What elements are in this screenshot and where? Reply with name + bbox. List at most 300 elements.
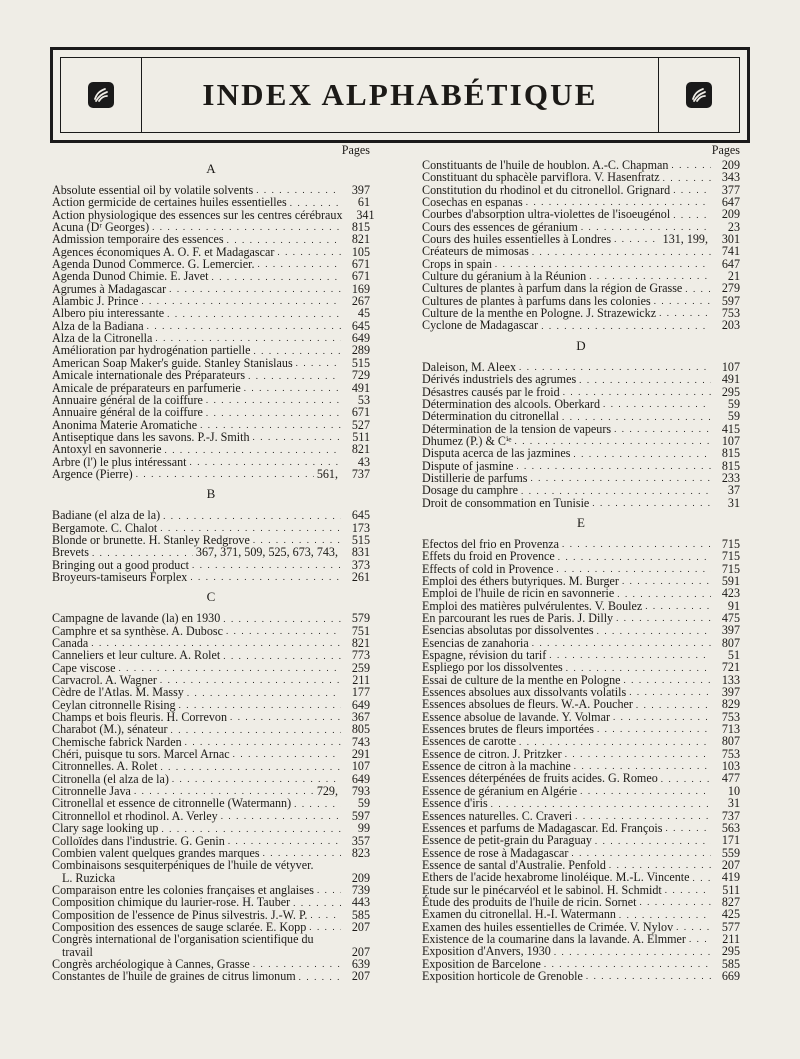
dot-leader: [212, 272, 341, 283]
entry-page-number: 373: [351, 557, 370, 572]
entry-title: Emploi des éthers butyriques. M. Burger: [422, 573, 619, 588]
dot-leader: [226, 626, 341, 637]
entry-page-number: 715: [721, 536, 740, 551]
dot-leader: [558, 552, 711, 563]
index-entry: [52, 797, 370, 809]
entry-title-continuation: L. Ruzicka: [62, 870, 116, 885]
dot-leader: [163, 511, 341, 522]
dot-leader: [491, 799, 711, 810]
dot-leader: [673, 210, 711, 221]
entry-page-number: 753: [721, 306, 740, 321]
index-entry: [422, 245, 740, 257]
dot-leader: [595, 836, 711, 847]
entry-page-number: 475: [721, 611, 740, 625]
entry-title: Chemische fabrick Narden: [52, 734, 182, 749]
entry-title: Annuaire général de la coiffure: [52, 392, 203, 407]
index-entry: [422, 208, 740, 220]
dot-leader: [541, 321, 711, 332]
entry-page-number: 10: [727, 783, 740, 798]
dot-leader: [160, 762, 341, 773]
dot-leader: [169, 284, 341, 295]
entry-page-number: 577: [721, 919, 740, 934]
entry-page-number: 815: [351, 220, 370, 235]
dot-leader: [141, 296, 341, 307]
entry-title-line: Congrès international de l'organisation scientifique du: [52, 932, 314, 947]
dot-leader: [92, 548, 193, 559]
entry-page-number: 207: [351, 944, 370, 959]
entry-page-number: 597: [351, 808, 370, 823]
entry-title: Congrès archéologique à Cannes, Grasse: [52, 956, 250, 971]
entry-page-number: 31: [727, 796, 740, 811]
entry-title: Effets du froid en Provence: [422, 549, 555, 564]
entry-page-number: 107: [721, 359, 740, 374]
entry-page-number: 31: [727, 495, 740, 510]
section-letter-heading: C: [206, 589, 216, 605]
entry-page-number: 211: [352, 673, 370, 688]
dot-leader: [223, 651, 341, 662]
entry-title: Dosage du camphre: [422, 483, 519, 498]
entry-title: Cultures de plantes à parfums dans les colonies: [422, 293, 651, 308]
entry-page-number: 279: [721, 281, 740, 296]
entry-title: Ethers de l'acide hexabrome linoléique. M.-L. Vincente: [422, 870, 690, 885]
entry-page-number: 397: [721, 623, 740, 638]
dot-leader: [521, 486, 711, 497]
entry-title: Colloïdes dans l'industrie. G. Genin: [52, 833, 225, 848]
dot-leader: [258, 259, 342, 270]
index-entry: [52, 406, 370, 418]
dot-leader: [244, 383, 341, 394]
dot-leader: [623, 675, 711, 686]
entry-page-number: 425: [721, 907, 740, 922]
entry-extra-pages: 367, 371, 509, 525, 673, 743,: [195, 545, 338, 560]
entry-page-number: 669: [721, 968, 740, 983]
entry-title: Alza de la Badiana: [52, 318, 144, 333]
entry-title: Détermination de la tension de vapeurs: [422, 421, 612, 436]
entry-title: Agenda Dunod Commerce. G. Lemercier.: [52, 257, 255, 272]
entry-page-number: 737: [351, 466, 370, 481]
dot-leader: [206, 408, 341, 419]
entry-page-number: 207: [721, 857, 740, 872]
dot-leader: [549, 650, 711, 661]
dot-leader: [516, 461, 711, 472]
index-entry: [422, 484, 740, 496]
entry-title: Anonima Materie Aromatiche: [52, 417, 198, 432]
entry-page-number: 415: [721, 421, 740, 436]
entry-page-number: 579: [351, 611, 370, 626]
dot-leader: [659, 308, 711, 319]
index-entry: [52, 970, 370, 982]
entry-page-number: 729: [351, 368, 370, 383]
dot-leader: [665, 885, 711, 896]
entry-title: [52, 933, 344, 958]
dot-leader: [233, 749, 341, 760]
dot-leader: [613, 712, 711, 723]
index-entry: [52, 546, 370, 558]
entry-page-number: 829: [721, 697, 740, 712]
decorative-monogram-icon: [686, 82, 712, 108]
dot-leader: [299, 972, 341, 983]
entry-title: Brevets: [52, 545, 89, 560]
entry-page-number: 645: [351, 508, 370, 523]
entry-page-number: 397: [351, 183, 370, 197]
entry-page-number: 289: [351, 343, 370, 358]
entry-title: Constituants de l'huile de houblon. A.-C. Chapman: [422, 158, 669, 172]
entry-title: Espliego por los dissolventes: [422, 660, 563, 675]
entry-page-number: 267: [351, 294, 370, 309]
title-frame: [50, 47, 750, 143]
index-entry: [52, 859, 370, 884]
entry-page-number: 357: [351, 833, 370, 848]
index-entry: [52, 625, 370, 637]
entry-title: Effects of cold in Provence: [422, 561, 554, 576]
entry-page-number: 649: [351, 331, 370, 346]
dot-leader: [617, 589, 711, 600]
entry-page-number: 753: [721, 709, 740, 724]
entry-title: Cours des huiles essentielles à Londres: [422, 232, 612, 247]
entry-page-number: 203: [721, 318, 740, 333]
entry-page-number: 367: [351, 710, 370, 725]
entry-title: Citronnellol et rhodinol. A. Verley: [52, 808, 218, 823]
dot-leader: [554, 947, 711, 958]
entry-title: Chéri, puisque tu sors. Marcel Arnac: [52, 747, 230, 762]
entry-title: Agences économiques A. O. F. et Madagascar: [52, 244, 275, 259]
entry-page-number: 773: [351, 648, 370, 663]
dot-leader: [532, 247, 711, 258]
dot-leader: [671, 160, 711, 171]
entry-title: Composition des essences de sauge sclarée. E. Kopp: [52, 919, 307, 934]
entry-title: Cosechas en espanas: [422, 195, 523, 210]
entry-title: Champs et bois fleuris. H. Correvon: [52, 710, 227, 725]
entry-page-number: 823: [351, 845, 370, 860]
index-entry: [422, 410, 740, 422]
dot-leader: [147, 321, 341, 332]
index-entry: [52, 933, 370, 958]
entry-title: Canneliers et leur culture. A. Rolet: [52, 648, 221, 663]
entry-page-number: 721: [721, 660, 740, 675]
entry-page-number: 671: [351, 257, 370, 272]
entry-page-number: 209: [351, 870, 370, 885]
entry-title: Action germicide de certaines huiles essentielles: [52, 195, 287, 210]
entry-page-number: 61: [357, 195, 370, 210]
entry-page-number: 715: [721, 549, 740, 564]
entry-page-number: 563: [721, 820, 740, 835]
dot-leader: [661, 774, 711, 785]
entry-title: Essences absolues aux dissolvants volatils: [422, 685, 627, 700]
entry-title: American Soap Maker's guide. Stanley Stanislaus: [52, 355, 293, 370]
section-letter-heading: D: [576, 337, 586, 353]
entry-page-number: 51: [727, 648, 740, 663]
entry-page-number: 591: [721, 573, 740, 588]
dot-leader: [221, 811, 341, 822]
dot-leader: [673, 185, 711, 196]
index-entry: [422, 319, 740, 331]
dot-leader: [636, 700, 711, 711]
entry-page-number: 807: [721, 635, 740, 650]
entry-title: Espagne, révision du tarif: [422, 648, 547, 663]
index-entry: [422, 550, 740, 562]
entry-title: Efectos del frio en Provenza: [422, 536, 560, 551]
entry-page-number: 59: [727, 409, 740, 424]
dot-leader: [192, 560, 341, 571]
index-entry: [422, 661, 740, 673]
index-entry: [52, 468, 370, 480]
entry-page-number: 515: [351, 355, 370, 370]
entry-title: Amicale de préparateurs en parfumerie: [52, 380, 241, 395]
entry-title: Antiseptique dans les savons. P.-J. Smith: [52, 429, 250, 444]
entry-page-number: 341: [356, 207, 375, 222]
dot-leader: [685, 284, 711, 295]
entry-page-number: 751: [351, 623, 370, 638]
dot-leader: [629, 687, 711, 698]
entry-page-number: 37: [727, 483, 740, 498]
index-entry: [52, 822, 370, 834]
dot-leader: [597, 724, 711, 735]
entry-title: Argence (Pierre): [52, 466, 133, 481]
dot-leader: [190, 572, 341, 583]
entry-page-number: 831: [351, 545, 370, 560]
dot-leader: [580, 786, 711, 797]
entry-title: Essence de citron à la machine: [422, 759, 571, 774]
entry-page-number: 295: [721, 384, 740, 399]
entry-title: Albero piu interessante: [52, 306, 165, 321]
entry-title: Cèdre de l'Atlas. M. Massy: [52, 685, 184, 700]
entry-title: Constantes de l'huile de graines de citrus limonum: [52, 969, 296, 984]
entry-title: Canada: [52, 636, 89, 650]
entry-title: Agrumes à Madagascar: [52, 281, 167, 296]
entry-title: Désastres causés par le froid: [422, 384, 560, 399]
entry-title: Cyclone de Madagascar: [422, 318, 539, 333]
dot-leader: [310, 910, 341, 921]
entry-page-number: 527: [351, 417, 370, 432]
entry-title: Disputa acerca de las jazmines: [422, 446, 571, 461]
entry-page-number: 585: [351, 907, 370, 922]
entry-page-number: 671: [351, 405, 370, 420]
index-entry: [422, 624, 740, 636]
entry-title: Acuna (Dʳ Georges): [52, 220, 150, 235]
entry-page-number: 647: [721, 195, 740, 210]
dot-leader: [223, 614, 341, 625]
dot-leader: [136, 469, 314, 480]
entry-page-number: 171: [721, 833, 740, 848]
entry-page-number: 209: [721, 158, 740, 172]
entry-page-number: 753: [721, 746, 740, 761]
entry-page-number: 261: [351, 569, 370, 584]
entry-page-number: 805: [351, 722, 370, 737]
entry-title: Combien valent quelques grandes marques: [52, 845, 260, 860]
entry-title: Essences naturelles. C. Craveri: [422, 808, 573, 823]
entry-title: En parcourant les rues de Paris. J. Dilly: [422, 611, 614, 625]
entry-title: Charabot (M.), sénateur: [52, 722, 168, 737]
entry-extra-pages: 131, 199,: [662, 232, 708, 247]
index-entry: [422, 447, 740, 459]
dot-leader: [693, 873, 711, 884]
entry-page-number: 301: [721, 232, 740, 247]
entry-title: Essence de rose à Madagascar: [422, 845, 569, 860]
entry-title: Essence d'iris: [422, 796, 488, 811]
index-entry: [52, 835, 370, 847]
entry-page-number: 423: [721, 586, 740, 601]
entry-title-continuation: travail: [62, 944, 93, 959]
entry-title: Emploi des matières pulvérulentes. V. Boulez: [422, 598, 643, 613]
entry-page-number: 515: [351, 532, 370, 547]
entry-title: Absolute essential oil by volatile solvents: [52, 183, 254, 197]
entry-page-number: 21: [727, 269, 740, 284]
entry-page-number: 821: [351, 232, 370, 247]
dot-leader: [579, 375, 711, 386]
dot-leader: [586, 971, 711, 982]
dot-leader: [614, 424, 711, 435]
index-column-left: [52, 143, 375, 984]
entry-title: Étude des produits de l'huile de ricin. Sornet: [422, 894, 637, 909]
entry-page-number: 649: [351, 697, 370, 712]
entry-page-number: 645: [351, 318, 370, 333]
entry-title: Clary sage looking up: [52, 821, 159, 836]
dot-leader: [639, 897, 711, 908]
index-entry: [52, 382, 370, 394]
index-entry: [422, 373, 740, 385]
entry-title: Dispute of jasmine: [422, 458, 514, 473]
entry-title: Admission temporaire des essences: [52, 232, 224, 247]
index-entry: [422, 970, 740, 982]
index-entry: [52, 896, 370, 908]
entry-page-number: 59: [357, 796, 370, 811]
entry-page-number: 511: [722, 882, 740, 897]
entry-title: Cape viscose: [52, 660, 116, 675]
entry-page-number: 295: [721, 944, 740, 959]
index-entry: [422, 945, 740, 957]
dot-leader: [230, 712, 341, 723]
entry-page-number: 233: [721, 470, 740, 485]
entry-page-number: 739: [351, 882, 370, 897]
index-entry: [422, 871, 740, 883]
dot-leader: [592, 498, 711, 509]
section-letter-heading: A: [206, 161, 216, 176]
entry-title: Annuaire général de la coiffure: [52, 405, 203, 420]
entry-title: Cultures de plantes à parfum dans la région de Grasse: [422, 281, 683, 296]
entry-title: Broyeurs-tamiseurs Forplex: [52, 569, 188, 584]
dot-leader: [160, 675, 341, 686]
entry-title: Essences et parfums de Madagascar. Ed. François: [422, 820, 663, 835]
dot-leader: [317, 885, 341, 896]
entry-page-number: 377: [721, 182, 740, 197]
dot-leader: [689, 934, 711, 945]
dot-leader: [654, 296, 711, 307]
entry-title: Arbre (l') le plus intéressant: [52, 454, 187, 469]
entry-page-number: 639: [351, 956, 370, 971]
entry-title: Citronnelles. A. Rolet: [52, 759, 158, 774]
section-letter-heading: E: [577, 514, 585, 530]
index-entry: [52, 686, 370, 698]
entry-page-number: 585: [721, 956, 740, 971]
entry-page-number: 173: [351, 520, 370, 535]
entry-title: Citronnelle Java: [52, 784, 131, 799]
entry-title: Citronellal et essence de citronnelle (Watermann): [52, 796, 292, 811]
index-entry: [52, 307, 370, 319]
index-entry: [422, 282, 740, 294]
index-entry: [52, 344, 370, 356]
entry-page-number: 815: [721, 446, 740, 461]
dot-leader: [294, 799, 341, 810]
entry-title: Dhumez (P.) & Cⁱᵉ: [422, 433, 512, 448]
dot-leader: [562, 412, 711, 423]
index-entry: [422, 834, 740, 846]
entry-title: Esencias de zanahoria: [422, 635, 529, 650]
dot-leader: [619, 910, 711, 921]
entry-page-number: 169: [351, 281, 370, 296]
entry-title: Composition chimique du laurier-rose. H. Tauber: [52, 895, 291, 910]
entry-page-number: 477: [721, 771, 740, 786]
index-entry: [52, 760, 370, 772]
entry-page-number: 559: [721, 845, 740, 860]
entry-page-number: 647: [721, 256, 740, 271]
dot-leader: [161, 824, 341, 835]
entry-page-number: 821: [351, 636, 370, 650]
entry-page-number: 807: [721, 734, 740, 749]
entry-title: Exposition de Barcelone: [422, 956, 541, 971]
entry-title: Antoxyl en savonnerie: [52, 442, 162, 457]
entry-title: Distillerie de parfums: [422, 470, 528, 485]
entry-page-number: 343: [721, 170, 740, 185]
entry-page-number: 211: [722, 931, 740, 946]
entry-page-number: 291: [351, 747, 370, 762]
entry-page-number: 107: [721, 433, 740, 448]
dot-leader: [248, 371, 341, 382]
entry-page-number: 827: [721, 894, 740, 909]
entry-title: Comparaison entre les colonies françaises et anglaises: [52, 882, 314, 897]
dot-leader: [645, 601, 711, 612]
index-entry: [422, 735, 740, 747]
pages-header: Pages: [711, 143, 740, 157]
entry-title: Examen des huiles essentielles de Crimée. V. Nylov: [422, 919, 674, 934]
dot-leader: [614, 234, 660, 245]
entry-title: Esencias absolutas por dissolventes: [422, 623, 594, 638]
dot-leader: [565, 749, 711, 760]
entry-title: Amicale internationale des Préparateurs: [52, 368, 246, 383]
entry-title: Citronella (el alza de la): [52, 771, 169, 786]
entry-title: Cours des essences de géranium: [422, 219, 578, 234]
index-entry: [422, 698, 740, 710]
entry-title: Bergamote. C. Chalot: [52, 520, 158, 535]
entry-page-number: 419: [721, 870, 740, 885]
entry-title: Courbes d'absorption ultra-violettes de l'isoeugénol: [422, 207, 671, 222]
entry-title: Badiane (el alza de la): [52, 508, 161, 523]
entry-page-number: 209: [721, 207, 740, 222]
entry-page-number: 107: [351, 759, 370, 774]
entry-title: [52, 859, 344, 884]
dot-leader: [172, 774, 341, 785]
left-ornament-box: [61, 58, 142, 132]
index-entry: [422, 587, 740, 599]
dot-leader: [573, 449, 711, 460]
right-ornament-box: [658, 58, 739, 132]
entry-page-number: 821: [351, 442, 370, 457]
index-entry: [52, 571, 370, 583]
page-title: INDEX ALPHABÉTIQUE: [202, 77, 598, 112]
entry-title: Agenda Dunod Chimie. E. Javet: [52, 269, 209, 284]
entry-title: Action physiologique des essences sur les centres cérébraux: [52, 207, 343, 222]
entry-title: Dérivés industriels des agrumes: [422, 372, 577, 387]
entry-page-number: 207: [351, 919, 370, 934]
entry-title: Ceylan citronnelle Rising: [52, 697, 176, 712]
entry-page-number: 23: [727, 219, 740, 234]
entry-page-number: 491: [351, 380, 370, 395]
decorative-monogram-icon: [88, 82, 114, 108]
index-entry: [422, 772, 740, 784]
entry-page-number: 45: [357, 306, 370, 321]
index-entry: [422, 797, 740, 809]
entry-title: Essai de culture de la menthe en Pologne: [422, 672, 621, 687]
entry-title: Exposition d'Anvers, 1930: [422, 944, 551, 959]
